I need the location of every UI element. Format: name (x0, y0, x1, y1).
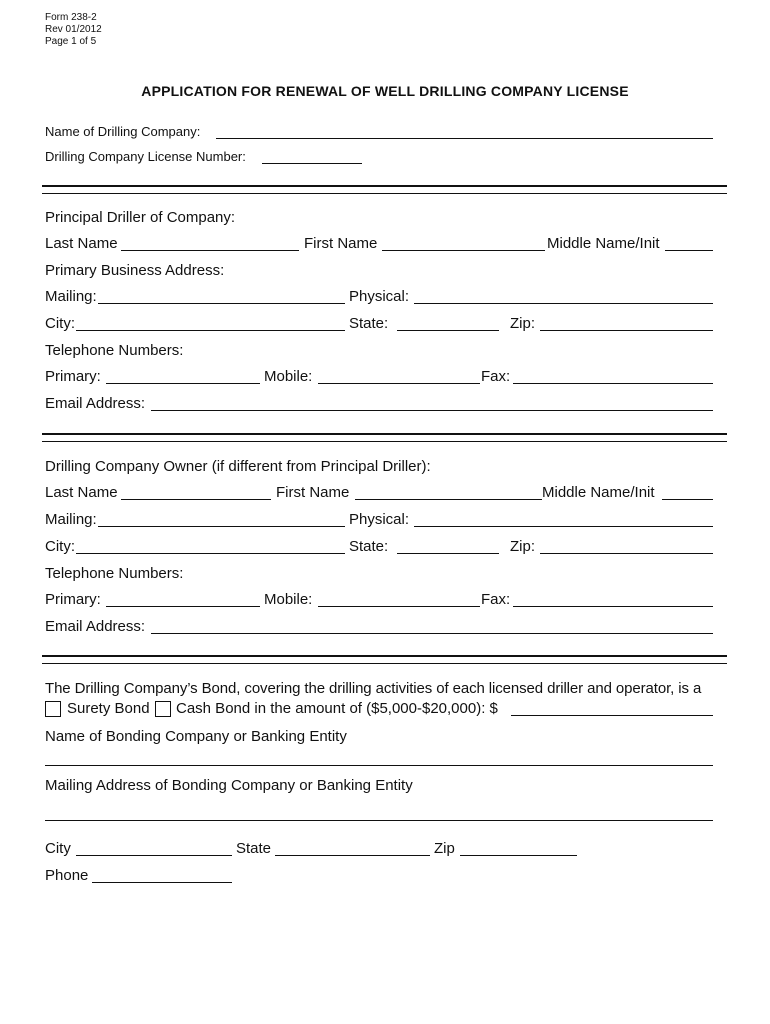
surety-bond-label: Surety Bond (67, 700, 150, 717)
principal-zip-label: Zip: (510, 315, 536, 332)
bonding-address-field[interactable] (45, 820, 713, 821)
owner-heading: Drilling Company Owner (if different from Principal Driller): (45, 458, 431, 475)
owner-state-label: State: (349, 538, 389, 555)
owner-mailing-field[interactable] (98, 526, 345, 527)
section-divider (42, 655, 727, 664)
license-number-field[interactable] (262, 163, 362, 164)
owner-last-name-field[interactable] (121, 499, 271, 500)
owner-physical-label: Physical: (349, 511, 410, 528)
page-title: APPLICATION FOR RENEWAL OF WELL DRILLING COMPANY LICENSE (141, 83, 629, 99)
principal-first-name-field[interactable] (382, 250, 545, 251)
bond-intro: The Drilling Company’s Bond, covering the drilling activities of each licensed driller and operator, is a (45, 680, 702, 697)
bond-amount-field[interactable] (511, 715, 713, 716)
principal-primary-phone-label: Primary: (45, 368, 101, 385)
principal-email-field[interactable] (151, 410, 713, 411)
owner-mailing-label: Mailing: (45, 511, 97, 528)
owner-last-name-label: Last Name (45, 484, 118, 501)
principal-last-name-field[interactable] (121, 250, 299, 251)
owner-city-label: City: (45, 538, 75, 555)
principal-first-name-label: First Name (304, 235, 378, 252)
owner-mobile-label: Mobile: (264, 591, 313, 608)
principal-primary-phone-field[interactable] (106, 383, 260, 384)
owner-first-name-label: First Name (276, 484, 350, 501)
owner-mobile-field[interactable] (318, 606, 480, 607)
owner-email-label: Email Address: (45, 618, 146, 635)
principal-city-field[interactable] (76, 330, 345, 331)
form-revision: Rev 01/2012 (45, 24, 102, 35)
principal-middle-name-field[interactable] (665, 250, 713, 251)
principal-zip-field[interactable] (540, 330, 713, 331)
bond-state-field[interactable] (275, 855, 430, 856)
page-number: Page 1 of 5 (45, 36, 97, 47)
section-divider (42, 433, 727, 442)
principal-city-label: City: (45, 315, 75, 332)
principal-email-label: Email Address: (45, 395, 146, 412)
owner-zip-label: Zip: (510, 538, 536, 555)
principal-heading: Principal Driller of Company: (45, 209, 236, 226)
owner-zip-field[interactable] (540, 553, 713, 554)
principal-state-label: State: (349, 315, 389, 332)
principal-phone-heading: Telephone Numbers: (45, 342, 184, 359)
principal-fax-label: Fax: (481, 368, 511, 385)
principal-mailing-label: Mailing: (45, 288, 97, 305)
owner-fax-label: Fax: (481, 591, 511, 608)
company-name-field[interactable] (216, 138, 713, 139)
owner-city-field[interactable] (76, 553, 345, 554)
owner-primary-phone-field[interactable] (106, 606, 260, 607)
company-name-label: Name of Drilling Company: (45, 124, 201, 139)
owner-email-field[interactable] (151, 633, 713, 634)
bonding-company-field[interactable] (45, 765, 713, 766)
principal-state-field[interactable] (397, 330, 499, 331)
owner-middle-name-label: Middle Name/Init (542, 484, 655, 501)
section-divider (42, 185, 727, 194)
bond-zip-label: Zip (434, 840, 455, 857)
owner-physical-field[interactable] (414, 526, 713, 527)
owner-middle-name-field[interactable] (662, 499, 713, 500)
cash-bond-label: Cash Bond in the amount of ($5,000-$20,000): $ (176, 700, 498, 717)
bond-phone-label: Phone (45, 867, 89, 884)
principal-mailing-field[interactable] (98, 303, 345, 304)
surety-bond-checkbox[interactable] (45, 701, 61, 717)
cash-bond-checkbox[interactable] (155, 701, 171, 717)
bond-city-label: City (45, 840, 71, 857)
principal-physical-field[interactable] (414, 303, 713, 304)
principal-mobile-label: Mobile: (264, 368, 313, 385)
principal-mobile-field[interactable] (318, 383, 480, 384)
bond-phone-field[interactable] (92, 882, 232, 883)
bond-zip-field[interactable] (460, 855, 577, 856)
owner-first-name-field[interactable] (355, 499, 542, 500)
principal-fax-field[interactable] (513, 383, 713, 384)
principal-address-heading: Primary Business Address: (45, 262, 225, 279)
owner-fax-field[interactable] (513, 606, 713, 607)
owner-primary-phone-label: Primary: (45, 591, 101, 608)
principal-last-name-label: Last Name (45, 235, 118, 252)
form-number: Form 238-2 (45, 12, 97, 23)
bonding-company-label: Name of Bonding Company or Banking Entity (45, 728, 347, 745)
owner-state-field[interactable] (397, 553, 499, 554)
principal-middle-name-label: Middle Name/Init (547, 235, 660, 252)
principal-physical-label: Physical: (349, 288, 410, 305)
owner-phone-heading: Telephone Numbers: (45, 565, 184, 582)
bond-state-label: State (236, 840, 272, 857)
bonding-address-label: Mailing Address of Bonding Company or Banking Entity (45, 777, 413, 794)
license-number-label: Drilling Company License Number: (45, 149, 246, 164)
bond-city-field[interactable] (76, 855, 232, 856)
